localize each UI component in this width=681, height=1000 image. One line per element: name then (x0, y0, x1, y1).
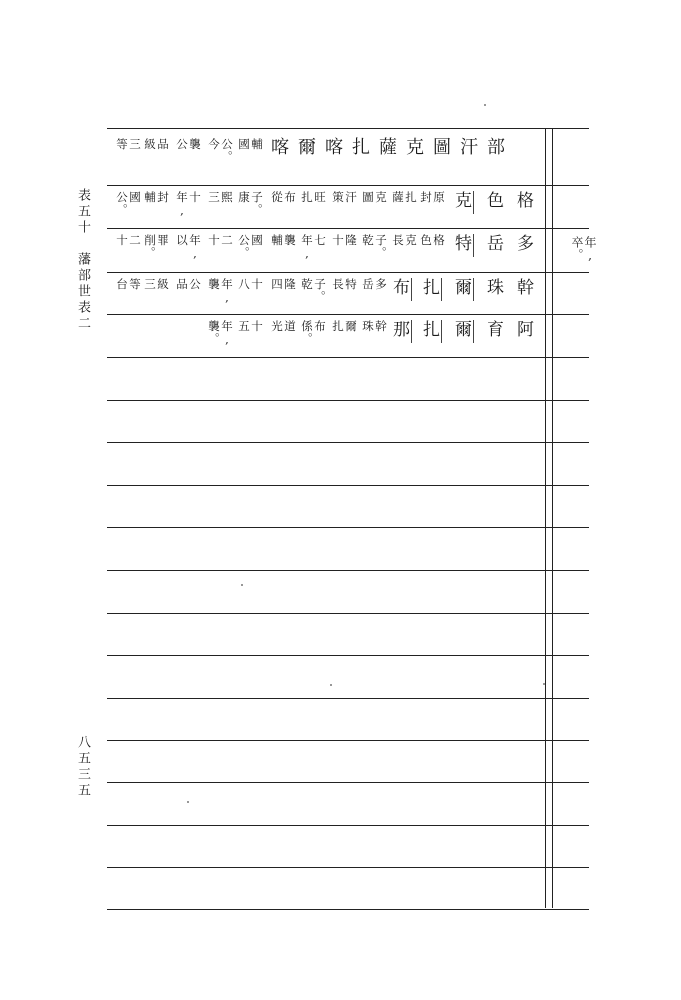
person-name: 扎 (419, 320, 442, 343)
table-cell: 克 長 (391, 234, 418, 247)
table-cell: 三 等 (115, 138, 142, 151)
table-rule (107, 357, 589, 358)
table-rule (107, 272, 589, 273)
table-cell: 品 級 (143, 138, 170, 151)
table-cell: 克 圖 (361, 191, 388, 204)
scan-speck (484, 104, 486, 106)
table-cell: 十 五 (237, 320, 264, 333)
person-name: 那 (389, 320, 412, 343)
person-name: 爾 (451, 320, 474, 343)
table-cell: 級 三 (143, 278, 170, 291)
table-cell: 年, 襲 (207, 278, 234, 306)
table-row (107, 138, 552, 184)
table-cell: 公 品 (175, 278, 202, 291)
table-rule (107, 485, 589, 486)
table-cell: 子。 乾 (300, 278, 327, 303)
table-cell: 布 係。 (300, 320, 327, 345)
table-cell: 熙 三 (207, 191, 234, 204)
table-rule (107, 655, 589, 656)
table-cell: 扎 薩 (391, 191, 418, 204)
table-cell: 旺 扎 (300, 191, 327, 204)
page-number: 八五三五 (75, 735, 90, 799)
table-rule (107, 782, 589, 783)
table-row (107, 234, 552, 270)
table-cell: 七 年, (300, 234, 327, 262)
running-title: 表五十 藩部世表二 (75, 188, 90, 332)
table-cell: 十 八 (237, 278, 264, 291)
person-name: 育 (483, 320, 503, 343)
person-name: 岳 (483, 234, 503, 257)
table-cell: 隆 四 (270, 278, 297, 291)
table-cell: 布 從 (270, 191, 297, 204)
table-cell: 罪 削。 (143, 234, 170, 259)
table-cell: 格 色 (419, 234, 446, 247)
table-cell: 輔 國 (237, 138, 264, 151)
table-cell: 幹 珠 (361, 320, 388, 333)
table-cell: 二 十 (115, 234, 142, 247)
scan-speck (187, 801, 189, 803)
scan-speck (330, 684, 332, 686)
table-cell: 二 十 (207, 234, 234, 247)
side-note: 年, 卒。 (570, 236, 597, 263)
table-cell: 汗 策 (331, 191, 358, 204)
table-row (107, 320, 552, 356)
table-cell: 封 輔 (143, 191, 170, 204)
table-cell: 十 年, (175, 191, 202, 219)
table-cell: 隆 十 (331, 234, 358, 247)
table-rule (107, 698, 589, 699)
table-rule (107, 314, 589, 315)
table-bottom-rule (107, 909, 589, 910)
table-rule (107, 185, 589, 186)
table-row (107, 278, 552, 314)
table-rule (107, 228, 589, 229)
person-name: 爾 (451, 278, 474, 301)
person-name: 多 (513, 234, 533, 257)
person-name: 扎 (419, 278, 442, 301)
table-rule (107, 613, 589, 614)
table-rule (107, 400, 589, 401)
table-rule (107, 527, 589, 528)
table-cell: 子。 乾 (361, 234, 388, 259)
scan-speck (543, 683, 545, 685)
person-name: 特 (451, 234, 474, 257)
table-cell: 襲 輔 (270, 234, 297, 247)
table-row (107, 191, 552, 227)
person-name: 色 (483, 191, 503, 214)
right-border-line (552, 128, 553, 908)
table-cell: 等 台 (115, 278, 142, 291)
person-name: 格 (513, 191, 533, 214)
table-cell: 道 光 (270, 320, 297, 333)
person-name: 幹 (513, 278, 533, 301)
table-cell: 爾 扎 (331, 320, 358, 333)
person-name: 布 (389, 278, 412, 301)
table-cell: 年, 以 (175, 234, 202, 262)
tribe-name: 喀爾喀扎薩克圖汗部 (271, 137, 514, 158)
scan-speck (241, 584, 243, 586)
table-top-rule (107, 128, 589, 129)
table-cell: 特 長 (331, 278, 358, 291)
table-cell: 國 公。 (237, 234, 264, 259)
table-cell: 子。 康 (237, 191, 264, 216)
table-cell: 年, 襲。 (207, 320, 234, 348)
table-cell: 多 岳 (361, 278, 388, 291)
table-cell: 原 封 (419, 191, 446, 204)
table-cell: 國 公。 (115, 191, 142, 216)
person-name: 克 (451, 191, 474, 214)
table-rule (107, 570, 589, 571)
person-name: 珠 (483, 278, 503, 301)
table-rule (107, 825, 589, 826)
table-cell: 襲 公 (175, 138, 202, 151)
person-name: 阿 (513, 320, 533, 343)
table-cell: 公。 今 (207, 138, 234, 163)
table-rule (107, 442, 589, 443)
table-rule (107, 740, 589, 741)
table-rule (107, 867, 589, 868)
